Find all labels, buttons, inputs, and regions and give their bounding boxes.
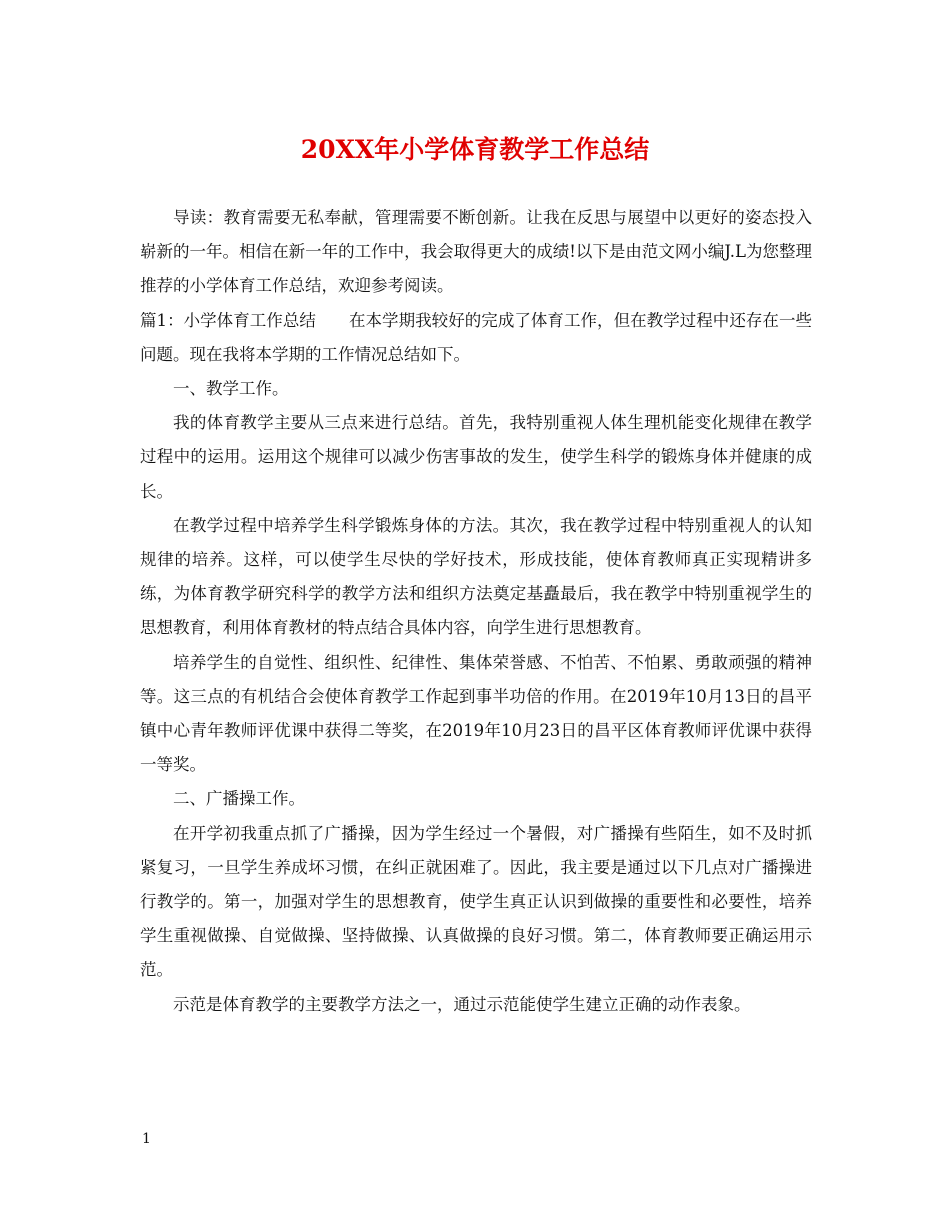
paragraph-teaching-2: 在教学过程中培养学生科学锻炼身体的方法。其次，我在教学过程中特别重视人的认知规律的培养。这样，可以使学生尽快的学好技术，形成技能，使体育教师真正实现精讲多练，为体育教学研究科学的教学方法和组织方法奠定基矗最后，我在教学中特别重视学生的思想教育，利用体育教材的特点结合具体内容，向学生进行思想教育。 <box>140 515 812 638</box>
document-body <box>140 201 812 1022</box>
page-number: 1 <box>142 1131 151 1147</box>
paragraph-teaching-3: 培养学生的自觉性、组织性、纪律性、集体荣誉感、不怕苦、不怕累、勇敢顽强的精神等。这三点的有机结合会使体育教学工作起到事半功倍的作用。在2019年10月13日的昌平镇中心青年教师评优课中获得二等奖，在2019年10月23日的昌平区体育教师评优课中获得一等奖。 <box>140 652 812 775</box>
document-title: 20XX年小学体育教学工作总结 <box>300 135 650 164</box>
paragraph-teaching-1: 我的体育教学主要从三点来进行总结。首先，我特别重视人体生理机能变化规律在教学过程中的运用。运用这个规律可以减少伤害事故的发生，使学生科学的锻炼身体并健康的成长。 <box>140 413 812 501</box>
paragraph-article-heading: 篇1：小学体育工作总结 在本学期我较好的完成了体育工作，但在教学过程中还存在一些问题。现在我将本学期的工作情况总结如下。 <box>140 310 812 364</box>
paragraph-broadcast-2: 示范是体育教学的主要教学方法之一，通过示范能使学生建立正确的动作表象。 <box>173 994 751 1014</box>
paragraph-intro: 导读：教育需要无私奉献，管理需要不断创新。让我在反思与展望中以更好的姿态投入崭新的一年。相信在新一年的工作中，我会取得更大的成绩!以下是由范文网小编J.L为您整理推荐的小学体育工作总结，欢迎参考阅读。 <box>140 208 812 296</box>
paragraph-broadcast-1: 在开学初我重点抓了广播操，因为学生经过一个暑假，对广播操有些陌生，如不及时抓紧复习，一旦学生养成坏习惯，在纠正就困难了。因此，我主要是通过以下几点对广播操进行教学的。第一，加强对学生的思想教育，使学生真正认识到做操的重要性和必要性，培养学生重视做操、自觉做操、坚持做操、认真做操的良好习惯。第二，体育教师要正确运用示范。 <box>140 823 812 980</box>
section-heading-teaching: 一、教学工作。 <box>173 379 289 399</box>
section-heading-broadcast-exercise: 二、广播操工作。 <box>173 789 305 809</box>
